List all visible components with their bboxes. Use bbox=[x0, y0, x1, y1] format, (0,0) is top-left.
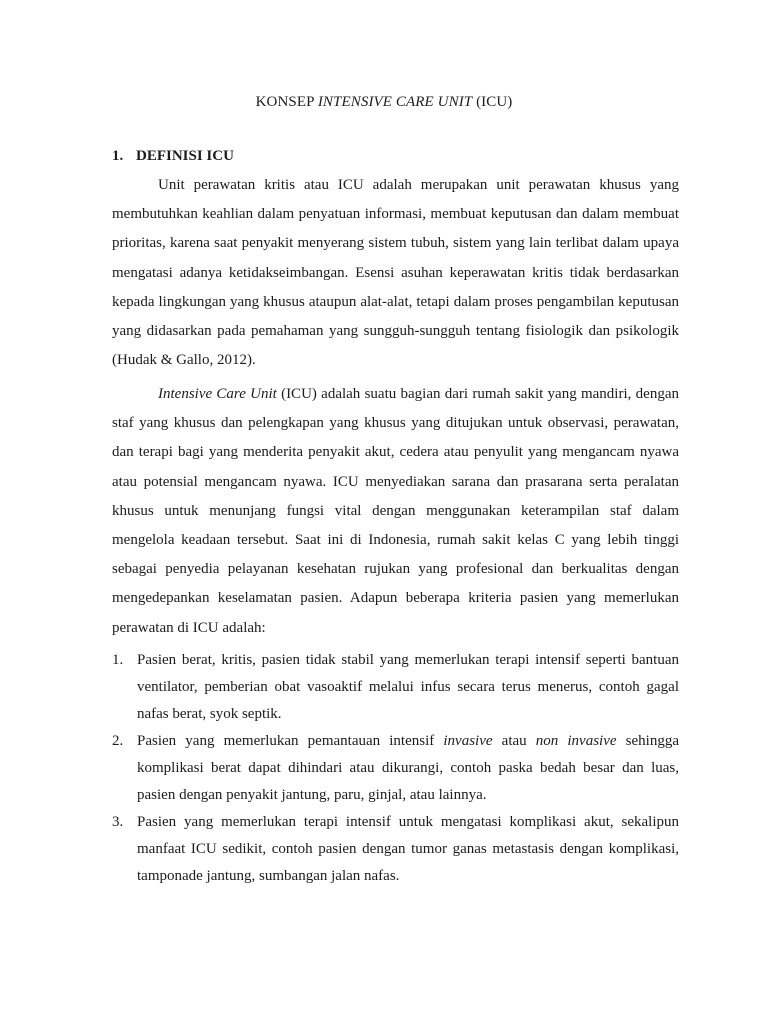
list-text-part: Pasien yang memerlukan pemantauan intensif bbox=[137, 733, 444, 749]
section-number: 1. bbox=[112, 148, 124, 164]
list-item-text: Pasien yang memerlukan terapi intensif untuk mengatasi komplikasi akut, sekalipun manfaat ICU sedikit, contoh pasien dengan tumor ganas metastasis dengan komplikasi, tamponade jantung, sumbangan jalan nafas. bbox=[137, 814, 679, 884]
document-title bbox=[0, 93, 768, 111]
title-italic: INTENSIVE CARE UNIT bbox=[317, 94, 473, 110]
list-marker: 3. bbox=[112, 814, 124, 830]
list-text-italic: invasive bbox=[443, 733, 493, 749]
title-prefix: KONSEP bbox=[255, 94, 318, 110]
list-item bbox=[112, 809, 679, 890]
criteria-list bbox=[112, 647, 679, 890]
section-heading bbox=[112, 147, 234, 165]
title-suffix: (ICU) bbox=[472, 94, 513, 110]
list-item-text bbox=[137, 728, 679, 809]
list-text-italic: non invasive bbox=[535, 733, 617, 749]
section-title: DEFINISI ICU bbox=[136, 148, 234, 164]
list-marker: 1. bbox=[112, 652, 124, 668]
list-item bbox=[112, 647, 679, 728]
list-item bbox=[112, 728, 679, 809]
list-text-part: sehingga komplikasi berat dapat dihindari atau dikurangi, contoh paska bedah besar dan luas, pasien dengan penyakit jantung, paru, ginjal, atau lainnya. bbox=[137, 733, 679, 803]
paragraph-body: (ICU) adalah suatu bagian dari rumah sakit yang mandiri, dengan staf yang khusus dan pelengkapan yang khusus yang ditujukan untuk observasi, perawatan, dan terapi bagi yang menderita penyakit akut, cedera atau penyulit yang mengancam nyawa atau potensial mengancam nyawa. ICU menyediakan sarana dan prasarana serta peralatan khusus untuk menunjang fungsi vital dengan menggunakan keterampilan staf dalam mengelola keadaan tersebut. Saat ini di Indonesia, rumah sakit kelas C yang lebih tinggi sebagai penyedia pelayanan kesehatan rujukan yang profesional dan berkualitas dengan mengedepankan keselamatan pasien. Adapun beberapa kriteria pasien yang memerlukan perawatan di ICU adalah: bbox=[112, 386, 679, 636]
paragraph-definition: Unit perawatan kritis atau ICU adalah merupakan unit perawatan khusus yang membutuhkan keahlian dalam penyatuan informasi, membuat keputusan dan dalam membuat prioritas, karena saat penyakit menyerang sistem tubuh, sistem yang lain terlibat dalam upaya mengatasi adanya ketidakseimbangan. Esensi asuhan keperawatan kritis tidak berdasarkan kepada lingkungan yang khusus ataupun alat-alat, tetapi dalam proses pengambilan keputusan yang didasarkan pada pemahaman yang sungguh-sungguh tentang fisiologik dan psikologik (Hudak & Gallo, 2012). bbox=[112, 177, 679, 369]
paragraph-icu-description bbox=[112, 380, 679, 643]
list-marker: 2. bbox=[112, 733, 124, 749]
list-item-text: Pasien berat, kritis, pasien tidak stabil yang memerlukan terapi intensif seperti bantuan ventilator, pemberian obat vasoaktif melalui infus secara terus menerus, contoh gagal nafas berat, syok septik. bbox=[137, 652, 679, 722]
list-text-part: atau bbox=[492, 733, 536, 749]
paragraph-italic-lead: Intensive Care Unit bbox=[158, 386, 277, 402]
